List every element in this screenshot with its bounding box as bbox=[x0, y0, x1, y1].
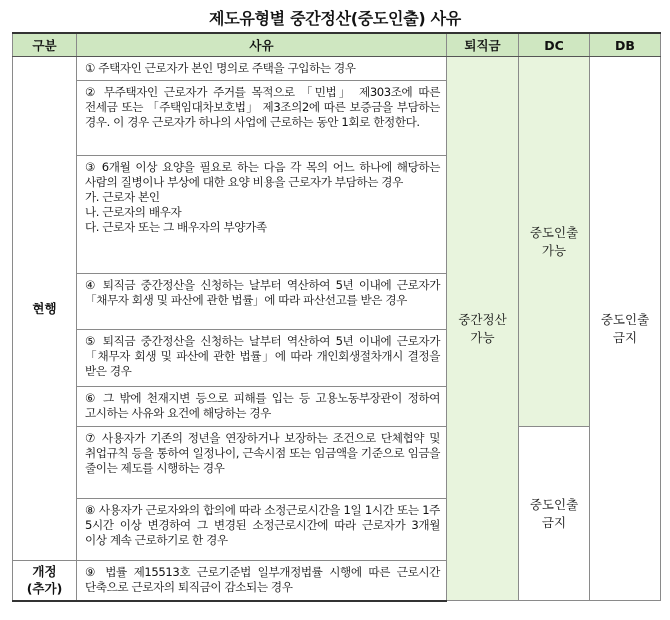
reason-4: ④ 퇴직금 중간정산을 신청하는 날부터 역산하여 5년 이내에 근로자가 「채무자 회생 및 파산에 관한 법률」에 따라 파산선고를 받은 경우 bbox=[77, 274, 447, 330]
reason-3-sub-1: 가. 근로자 본인 bbox=[85, 190, 160, 204]
header-db: DB bbox=[590, 33, 661, 57]
category-amended bbox=[13, 561, 77, 601]
table-header-row bbox=[13, 33, 661, 57]
page-title: 제도유형별 중간정산(중도인출) 사유 bbox=[209, 9, 461, 28]
dc-prohibited-line2: 금지 bbox=[541, 514, 567, 530]
dc-allowed-line1: 중도인출 bbox=[529, 224, 579, 240]
header-reason: 사유 bbox=[77, 33, 447, 57]
reason-3-text: ③ 6개월 이상 요양을 필요로 하는 다음 각 목의 어느 하나에 해당하는 사람의 질병이나 부상에 대한 요양 비용을 근로자가 부담하는 경우 bbox=[85, 160, 440, 189]
severance-value-line2: 가능 bbox=[470, 329, 495, 345]
reason-3-sub-2: 나. 근로자의 배우자 bbox=[85, 205, 182, 219]
withdrawal-reasons-table bbox=[12, 32, 661, 602]
header-severance: 퇴직금 bbox=[447, 33, 519, 57]
category-amended-line1: 개정 bbox=[32, 564, 57, 580]
header-dc: DC bbox=[519, 33, 590, 57]
header-category: 구분 bbox=[13, 33, 77, 57]
category-current: 현행 bbox=[13, 57, 77, 561]
reason-1: ① 주택자인 근로자가 본인 명의로 주택을 구입하는 경우 bbox=[77, 57, 447, 81]
table-row bbox=[13, 427, 661, 499]
reason-2: ② 무주택자인 근로자가 주거를 목적으로 「민법」 제303조에 따른 전세금 또는 「주택임대차보호법」 제3조의2에 따른 보증금을 부담하는 경우. 이 경우 근로자가 하나의 사업에 근로하는 동안 1회로 한정한다. bbox=[77, 81, 447, 156]
reason-6: ⑥ 그 밖에 천재지변 등으로 피해를 입는 등 고용노동부장관이 정하여 고시하는 사유와 요건에 해당하는 경우 bbox=[77, 387, 447, 427]
reason-7: ⑦ 사용자가 기존의 정년을 연장하거나 보장하는 조건으로 단체협약 및 취업규칙 등을 통하여 일정나이, 근속시점 또는 임금액을 기준으로 임금을 줄이는 제도를 시행하는 경우 bbox=[77, 427, 447, 499]
severance-value-line1: 중간정산 bbox=[458, 311, 507, 327]
reason-3-sub-3: 다. 근로자 또는 그 배우자의 부양가족 bbox=[85, 220, 267, 234]
category-amended-line2: (추가) bbox=[26, 581, 63, 597]
dc-allowed bbox=[519, 57, 590, 427]
dc-allowed-line2: 가능 bbox=[541, 242, 567, 258]
reason-3 bbox=[77, 156, 447, 274]
db-value-line2: 금지 bbox=[612, 329, 638, 345]
dc-prohibited bbox=[519, 427, 590, 601]
db-value-line1: 중도인출 bbox=[600, 311, 650, 327]
dc-prohibited-line1: 중도인출 bbox=[529, 496, 579, 512]
reason-5: ⑤ 퇴직금 중간정산을 신청하는 날부터 역산하여 5년 이내에 근로자가 「채무자 회생 및 파산에 관한 법률」에 따라 개인회생절차개시 결정을 받은 경우 bbox=[77, 330, 447, 387]
reason-9: ⑨ 법률 제15513호 근로기준법 일부개정법률 시행에 따른 근로시간 단축으로 근로자의 퇴직금이 감소되는 경우 bbox=[77, 561, 447, 601]
reason-8: ⑧ 사용자가 근로자와의 합의에 따라 소정근로시간을 1일 1시간 또는 1주 5시간 이상 변경하여 그 변경된 소정근로시간에 따라 근로자가 3개월 이상 계속 근로하기로 한 경우 bbox=[77, 499, 447, 561]
severance-value bbox=[447, 57, 519, 601]
db-value bbox=[590, 57, 661, 601]
table-row bbox=[13, 57, 661, 81]
